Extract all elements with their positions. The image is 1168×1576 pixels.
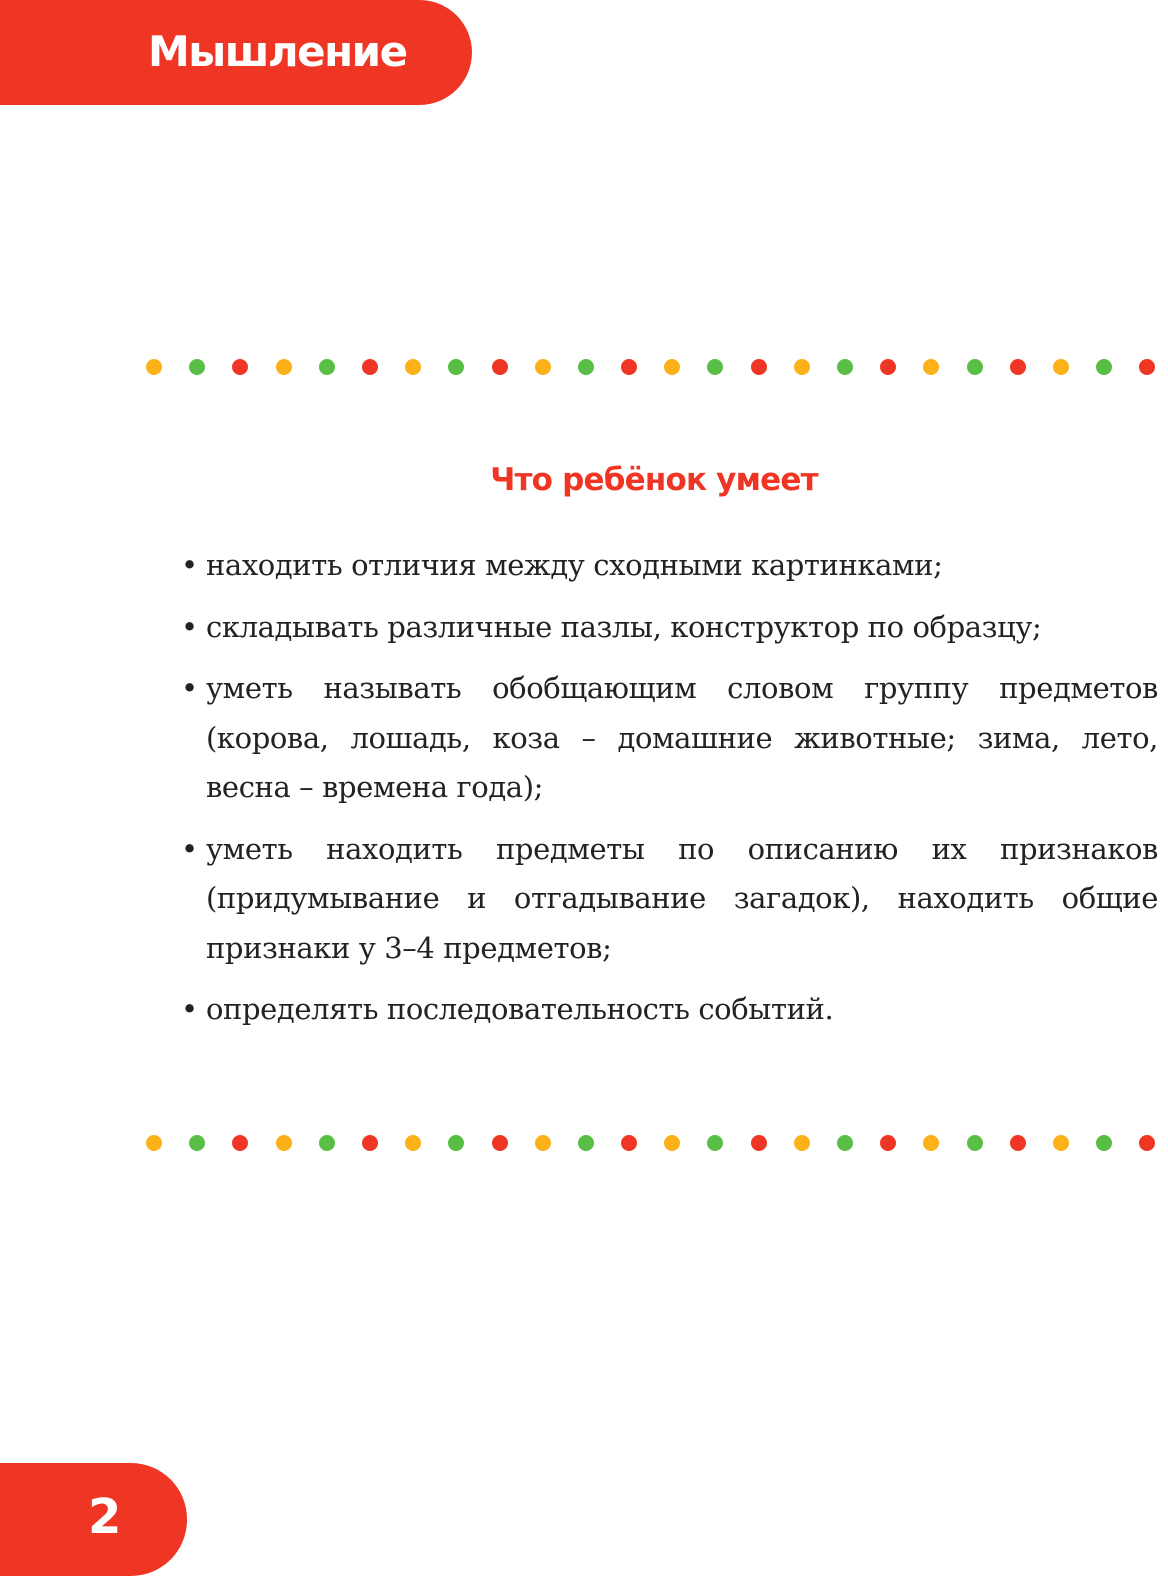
- skills-list: [181, 541, 1158, 1047]
- decorative-dot: [1053, 359, 1069, 375]
- decorative-dot: [578, 1135, 594, 1151]
- decorative-dot: [1096, 1135, 1112, 1151]
- decorative-dot: [319, 359, 335, 375]
- skill-item: • находить отличия между сходными картинками;: [181, 541, 1158, 591]
- decorative-dot: [664, 359, 680, 375]
- decorative-dot: [664, 1135, 680, 1151]
- decorative-dot: [319, 1135, 335, 1151]
- dot-divider-bottom: [146, 1135, 1168, 1151]
- decorative-dot: [880, 359, 896, 375]
- decorative-dot: [448, 359, 464, 375]
- skill-item: • уметь называть обобщающим словом группу предметов (корова, лошадь, коза – домашние животные; зима, лето, весна – времена года);: [181, 664, 1158, 813]
- decorative-dot: [923, 1135, 939, 1151]
- decorative-dot: [837, 359, 853, 375]
- decorative-dot: [1139, 1135, 1155, 1151]
- decorative-dot: [189, 1135, 205, 1151]
- decorative-dot: [362, 359, 378, 375]
- decorative-dot: [362, 1135, 378, 1151]
- decorative-dot: [492, 359, 508, 375]
- decorative-dot: [1096, 359, 1112, 375]
- chapter-title: Мышление: [148, 27, 407, 76]
- decorative-dot: [967, 359, 983, 375]
- page-number: 2: [88, 1489, 122, 1545]
- decorative-dot: [232, 1135, 248, 1151]
- skill-item: • уметь находить предметы по описанию их признаков (придумывание и отгадывание загадок), находить общие признаки у 3–4 предметов;: [181, 825, 1158, 974]
- decorative-dot: [276, 359, 292, 375]
- decorative-dot: [923, 359, 939, 375]
- decorative-dot: [448, 1135, 464, 1151]
- decorative-dot: [189, 359, 205, 375]
- decorative-dot: [707, 1135, 723, 1151]
- decorative-dot: [492, 1135, 508, 1151]
- decorative-dot: [405, 359, 421, 375]
- decorative-dot: [794, 359, 810, 375]
- dot-divider-top: [146, 359, 1168, 375]
- decorative-dot: [535, 359, 551, 375]
- decorative-dot: [1010, 1135, 1026, 1151]
- decorative-dot: [621, 359, 637, 375]
- decorative-dot: [578, 359, 594, 375]
- decorative-dot: [794, 1135, 810, 1151]
- skill-item: • складывать различные пазлы, конструктор по образцу;: [181, 603, 1158, 653]
- decorative-dot: [1139, 359, 1155, 375]
- decorative-dot: [751, 1135, 767, 1151]
- decorative-dot: [1010, 359, 1026, 375]
- decorative-dot: [1053, 1135, 1069, 1151]
- decorative-dot: [146, 359, 162, 375]
- decorative-dot: [232, 359, 248, 375]
- decorative-dot: [967, 1135, 983, 1151]
- decorative-dot: [837, 1135, 853, 1151]
- section-title: Что ребёнок умеет: [490, 462, 818, 498]
- decorative-dot: [535, 1135, 551, 1151]
- decorative-dot: [621, 1135, 637, 1151]
- decorative-dot: [146, 1135, 162, 1151]
- skill-item: • определять последовательность событий.: [181, 985, 1158, 1035]
- decorative-dot: [751, 359, 767, 375]
- decorative-dot: [707, 359, 723, 375]
- decorative-dot: [880, 1135, 896, 1151]
- decorative-dot: [405, 1135, 421, 1151]
- decorative-dot: [276, 1135, 292, 1151]
